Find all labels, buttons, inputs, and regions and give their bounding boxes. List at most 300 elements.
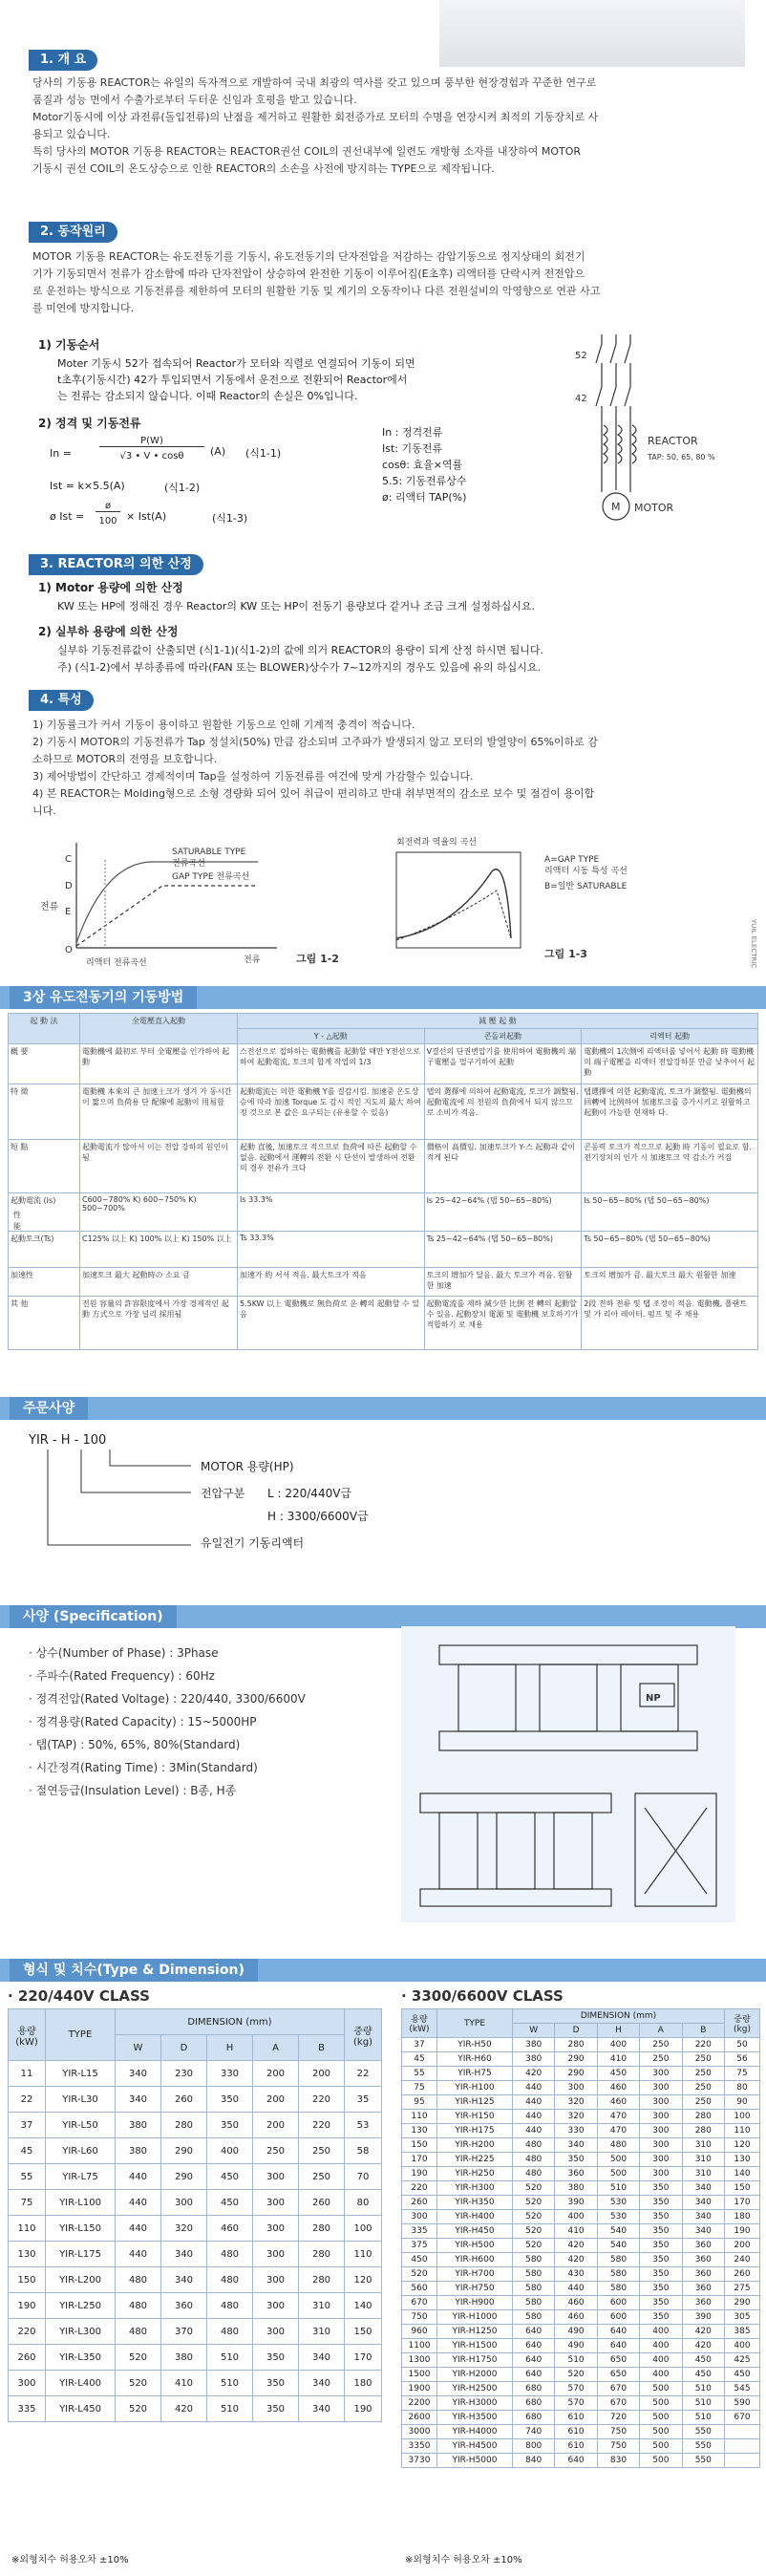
table-cell: 310 (299, 2319, 345, 2345)
table-cell: 550 (682, 2454, 724, 2468)
contactor-52-label: 52 (575, 351, 587, 361)
table-cell: 420 (682, 2325, 724, 2339)
table-cell: 130 (402, 2124, 437, 2138)
y-axis-label: 전류 (40, 902, 59, 912)
col-a: A (253, 2035, 299, 2061)
table-cell: 460 (597, 2095, 639, 2110)
table-cell: 300 (253, 2267, 299, 2293)
col-direct: 全電壓直入起動 (80, 1014, 238, 1044)
spec-item: · 탭(TAP) : 50%, 65%, 80%(Standard) (29, 1738, 241, 1751)
table-cell: 3000 (402, 2425, 437, 2439)
table-cell: 650 (597, 2368, 639, 2382)
table-cell: 300 (253, 2242, 299, 2267)
table-cell: 500 (597, 2153, 639, 2167)
tap-label: TAP: 50, 65, 80 % (648, 453, 715, 462)
table-cell: 95 (402, 2095, 437, 2110)
table-cell: 510 (207, 2371, 253, 2396)
table-cell: YIR-H200 (437, 2138, 513, 2153)
table-cell (725, 2439, 760, 2454)
table-cell: 480 (207, 2242, 253, 2267)
table-cell: 610 (555, 2425, 597, 2439)
table-cell: 400 (555, 2210, 597, 2224)
table-cell: 520 (116, 2345, 161, 2371)
table-row (402, 2368, 760, 2382)
table-cell: 350 (640, 2282, 682, 2296)
table-cell: 150 (725, 2181, 760, 2196)
table-cell: 190 (402, 2167, 437, 2181)
table-row (9, 2190, 382, 2216)
table-row (402, 2224, 760, 2239)
table-cell: 500 (597, 2167, 639, 2181)
table-cell: 600 (597, 2296, 639, 2310)
table-cell: 420 (555, 2239, 597, 2253)
table-cell: YIR-L250 (46, 2293, 116, 2319)
table-cell: 545 (725, 2382, 760, 2396)
legend-saturable-2: 전류곡선 (172, 859, 205, 869)
table-cell: 450 (597, 2067, 639, 2081)
table-cell: 480 (116, 2267, 161, 2293)
overview-line: Motor기동시에 이상 과전류(돌입전류)의 난점을 제거하고 원활한 회전증가로 모터의 수명을 연장시켜 최적의 기동장치로 사 (32, 111, 599, 123)
table-cell: 390 (555, 2196, 597, 2210)
col-dimension: DIMENSION (mm) (513, 2009, 725, 2024)
table-cell: 250 (682, 2081, 724, 2095)
start-sequence-text (57, 355, 554, 404)
table-row (9, 2061, 382, 2087)
table-cell: YIR-H600 (437, 2253, 513, 2267)
table-row (402, 2425, 760, 2439)
table-cell: 360 (555, 2167, 597, 2181)
table-cell: 350 (207, 2087, 253, 2113)
table-cell: 220 (682, 2038, 724, 2052)
table-cell: 520 (555, 2368, 597, 2382)
formula-3-lhs: ø Ist = (50, 510, 85, 523)
table-cell: 100 (725, 2110, 760, 2124)
class-3300-title: · 3300/6600V CLASS (401, 1987, 564, 2005)
table-cell: 500 (640, 2396, 682, 2411)
rating-current-title: 2) 정격 및 기동전류 (38, 417, 141, 430)
table-cell: 260 (725, 2267, 760, 2282)
table-cell: 전원 容量의 許容限度에서 가장 경제적인 起動 方式으로 가장 널리 採用됨 (80, 1297, 238, 1350)
table-cell: 510 (555, 2353, 597, 2368)
table-cell: 280 (299, 2267, 345, 2293)
table-cell: 170 (402, 2153, 437, 2167)
table-cell: 37 (9, 2113, 46, 2138)
x-axis-label-2: 전류 (244, 955, 261, 965)
table-cell: Ts 25~42~64% (탭 50~65~80%) (424, 1232, 582, 1268)
table-row (402, 2095, 760, 2110)
col-b: B (682, 2024, 724, 2038)
table-cell: Is 33.3% (238, 1193, 425, 1232)
table-cell: YIR-H500 (437, 2239, 513, 2253)
table-cell: YIR-L50 (46, 2113, 116, 2138)
table-cell: 2600 (402, 2411, 437, 2425)
sequence-line: t초후(기동시간) 42가 투입되면서 기동에서 운전으로 전환되어 Reactor에서 (57, 374, 408, 386)
table-cell: YIR-L60 (46, 2138, 116, 2164)
table-cell: 400 (725, 2339, 760, 2353)
table-cell: Is 50~65~80% (탭 50~65~80%) (582, 1193, 758, 1232)
table-cell: 410 (597, 2052, 639, 2067)
table-cell: 480 (116, 2319, 161, 2345)
table-cell: 305 (725, 2310, 760, 2325)
table-cell: Ts 50~65~80% (탭 50~65~80%) (582, 1232, 758, 1268)
table-cell: 440 (513, 2095, 555, 2110)
table-row (402, 2124, 760, 2138)
col-reduced-group: 減 壓 起 動 (238, 1014, 758, 1029)
table-row (9, 2371, 382, 2396)
table-cell: 350 (640, 2224, 682, 2239)
table-cell: 3350 (402, 2439, 437, 2454)
table-cell: 53 (345, 2113, 382, 2138)
table-cell: 340 (299, 2396, 345, 2422)
table-cell: 400 (640, 2353, 682, 2368)
table-cell: YIR-H1250 (437, 2325, 513, 2339)
table-cell: 420 (682, 2339, 724, 2353)
table-cell: 220 (9, 2319, 46, 2345)
table-cell: 750 (402, 2310, 437, 2325)
table-cell: 22 (345, 2061, 382, 2087)
table-cell: 375 (402, 2239, 437, 2253)
table-cell: 電動機의 1次側에 리액터를 넣어서 起動 時 電動機의 端子電壓을 리액터 전압강하분 만큼 낮추어서 起動 (582, 1044, 758, 1084)
col-capacity: 용량 (kW) (402, 2009, 437, 2038)
legend-line: In : 정격전류 (382, 426, 443, 439)
table-cell: 480 (513, 2153, 555, 2167)
legend-line: 5.5: 기동전류상수 (382, 475, 467, 487)
order-voltage-label: 전압구분 (201, 1487, 245, 1500)
table-cell: YIR-H60 (437, 2052, 513, 2067)
table-cell: 75 (402, 2081, 437, 2095)
table-cell: 콘동력 토크가 적으므로 起動 時 기동이 필요로 함. 전기장치의 인가 시 加速토크 약 감소가 커짐 (582, 1140, 758, 1193)
table-cell: 580 (513, 2296, 555, 2310)
table-cell: 170 (345, 2345, 382, 2371)
table-cell: 520 (116, 2396, 161, 2422)
table-row (402, 2411, 760, 2425)
table-cell: 290 (555, 2052, 597, 2067)
table-cell: 56 (725, 2052, 760, 2067)
table-cell: 510 (682, 2382, 724, 2396)
table-cell: 330 (555, 2124, 597, 2138)
table-cell: 480 (207, 2319, 253, 2345)
table-cell: YIR-H3000 (437, 2396, 513, 2411)
table-cell: 310 (682, 2153, 724, 2167)
table-cell: 460 (207, 2216, 253, 2242)
table-cell: 335 (9, 2396, 46, 2422)
table-cell: 起動 直後, 加速토크 적으므로 負荷에 따른 起動할 수 없음. 起動에서 運轉의 전환 시 단선이 발생하여 전환의 경우 전류가 크다 (238, 1140, 425, 1193)
row-header: 短 點 (9, 1140, 80, 1193)
sequence-line: Moter 기동시 52가 접속되어 Reactor가 모터와 직렬로 연결되어 기동이 되면 (57, 357, 415, 370)
table-cell: 600 (597, 2310, 639, 2325)
table-cell: 110 (402, 2110, 437, 2124)
table-row (402, 2382, 760, 2396)
order-spec-title: 주문사양 (10, 1397, 88, 1420)
table-cell: 290 (555, 2067, 597, 2081)
table-cell: YIR-H175 (437, 2124, 513, 2138)
table-row (402, 2081, 760, 2095)
table-cell: YIR-L400 (46, 2371, 116, 2396)
table-cell: 590 (725, 2396, 760, 2411)
col-star-delta: Y - △起動 (238, 1029, 425, 1044)
table-cell: 1100 (402, 2339, 437, 2353)
dimension-title: 형식 및 치수(Type & Dimension) (10, 1959, 258, 1982)
table-cell: YIR-H2000 (437, 2368, 513, 2382)
row-header: 特 徵 (9, 1084, 80, 1140)
table-cell: 130 (9, 2242, 46, 2267)
table-row (9, 2242, 382, 2267)
reactor-product-photo (439, 0, 745, 67)
table-cell: 540 (597, 2239, 639, 2253)
table-cell: 510 (597, 2181, 639, 2196)
table-cell: 480 (513, 2138, 555, 2153)
table-cell: 460 (597, 2081, 639, 2095)
table-cell: 360 (682, 2282, 724, 2296)
table-cell: 250 (682, 2095, 724, 2110)
table-cell: 290 (725, 2296, 760, 2310)
table-cell: 310 (682, 2167, 724, 2181)
table-cell: 300 (161, 2190, 207, 2216)
formula-2-ref: (식1-2) (164, 482, 201, 494)
table-cell: 480 (207, 2293, 253, 2319)
table-row (402, 2353, 760, 2368)
specification-title: 사양 (Specification) (10, 1605, 177, 1628)
table-cell: 570 (555, 2396, 597, 2411)
table-cell: 520 (513, 2196, 555, 2210)
table-cell: 510 (682, 2411, 724, 2425)
table-cell: 640 (513, 2368, 555, 2382)
nameplate-label: NP (646, 1693, 661, 1704)
circuit-diagram (573, 330, 735, 530)
table-cell: 190 (9, 2293, 46, 2319)
formula-legend (382, 424, 466, 505)
formulas (50, 432, 355, 537)
table-cell: 670 (597, 2382, 639, 2396)
table-cell: 300 (253, 2319, 299, 2345)
load-line: 주) (식1-2)에서 부하종류에 따라(FAN 또는 BLOWER)상수가 7~12까지의 경우도 있음에 유의 하십시요. (57, 661, 541, 674)
table-cell: 250 (299, 2138, 345, 2164)
table-cell: 240 (725, 2253, 760, 2267)
table-cell: 140 (725, 2167, 760, 2181)
table-cell: 120 (345, 2267, 382, 2293)
table-cell: 500 (640, 2411, 682, 2425)
table-row (402, 2325, 760, 2339)
point-d-label: D (65, 881, 73, 891)
table-cell: 300 (253, 2190, 299, 2216)
table-cell: 320 (161, 2216, 207, 2242)
figure-1-3 (377, 833, 759, 977)
formula-2: Ist = k×5.5(A) (50, 480, 125, 492)
table-cell: 350 (640, 2210, 682, 2224)
table-cell: 580 (597, 2267, 639, 2282)
table-cell: 탭選擇에 의한 起動電流, 토크가 調整됨. 電動機의 回轉에 比例하여 加速토크를 증가시키고 원활하고 起動이 가능한 현재하 다. (582, 1084, 758, 1140)
table-cell: 640 (597, 2325, 639, 2339)
table-cell: 150 (9, 2267, 46, 2293)
table-cell: 450 (682, 2353, 724, 2368)
order-voltage-h: H : 3300/6600V급 (267, 1510, 369, 1523)
table-cell: 토크의 增加가 달음. 最大 토크가 적음. 원활한 加速 (424, 1268, 582, 1297)
features-text (32, 717, 730, 820)
figure-1-3-caption: 그림 1-3 (544, 948, 587, 960)
table-cell: 450 (402, 2253, 437, 2267)
table-cell: 350 (640, 2253, 682, 2267)
table-cell: YIR-L350 (46, 2345, 116, 2371)
table-row (402, 2282, 760, 2296)
formula-3-den: 100 (98, 516, 117, 526)
spec-item: · 정격용량(Rated Capacity) : 15~5000HP (29, 1715, 257, 1728)
formula-1-unit: (A) (210, 445, 226, 458)
table-cell: 1900 (402, 2382, 437, 2396)
specification-list (29, 1642, 306, 1802)
table-cell: 1500 (402, 2368, 437, 2382)
table-cell: 340 (682, 2224, 724, 2239)
col-method: 起 動 法 (9, 1014, 80, 1044)
table-cell: 640 (513, 2325, 555, 2339)
table-cell: 560 (402, 2282, 437, 2296)
table-cell: YIR-H5000 (437, 2454, 513, 2468)
col-type: TYPE (437, 2009, 513, 2038)
starting-method-title: 3상 유도전동기의 기동방법 (10, 986, 197, 1009)
figure-1-2-caption: 그림 1-2 (296, 953, 339, 965)
performance-side-label: 性 能 (13, 1211, 21, 1231)
table-cell: 490 (555, 2339, 597, 2353)
table-cell: 80 (345, 2190, 382, 2216)
table-cell: YIR-L200 (46, 2267, 116, 2293)
table-cell: 470 (597, 2110, 639, 2124)
overview-line: 당사의 기동용 REACTOR는 유일의 독자적으로 개발하여 국내 최광의 역사를 갖고 있으며 풍부한 현장경험과 꾸준한 연구로 (32, 76, 597, 89)
table-cell: 250 (299, 2164, 345, 2190)
table-cell: 340 (116, 2061, 161, 2087)
table-cell: 440 (116, 2190, 161, 2216)
starting-method-band (0, 986, 766, 1009)
motor-capacity-text: KW 또는 HP에 정해진 경우 Reactor의 KW 또는 HP이 전동기 용량보다 같거나 조금 크게 설정하십시요. (57, 600, 535, 612)
legend-gap: GAP TYPE 전류곡선 (172, 872, 250, 882)
table-row (402, 2038, 760, 2052)
table-cell: 440 (116, 2242, 161, 2267)
table-cell: 610 (555, 2411, 597, 2425)
table-cell: 280 (682, 2110, 724, 2124)
table-cell: C125% 以上 K) 100% 以上 K) 150% 以上 (80, 1232, 238, 1268)
table-cell: 420 (555, 2253, 597, 2267)
table-cell: 640 (597, 2339, 639, 2353)
table-cell: 400 (640, 2339, 682, 2353)
legend-a-2: 리액터 시동 특성 곡선 (544, 867, 628, 876)
table-cell: 200 (253, 2061, 299, 2087)
formula-3-rhs: × Ist(A) (126, 510, 167, 523)
legend-line: cosθ: 효율×역률 (382, 459, 463, 471)
table-cell: 750 (597, 2425, 639, 2439)
table-row (402, 2110, 760, 2124)
overview-text (32, 75, 730, 178)
table-cell: 425 (725, 2353, 760, 2368)
table-cell: 290 (161, 2138, 207, 2164)
table-cell: 280 (161, 2113, 207, 2138)
table-cell: 220 (402, 2181, 437, 2196)
table-cell: 220 (299, 2087, 345, 2113)
table-row (402, 2210, 760, 2224)
table-cell: YIR-H400 (437, 2210, 513, 2224)
table-cell: YIR-H1500 (437, 2339, 513, 2353)
table-cell: 260 (161, 2087, 207, 2113)
table-cell: YIR-H4000 (437, 2425, 513, 2439)
formula-3-num: ø (96, 501, 120, 512)
table-cell: 300 (253, 2164, 299, 2190)
table-cell: 300 (640, 2095, 682, 2110)
section-overview-header: 1. 개 요 (29, 50, 97, 71)
table-cell: 670 (597, 2396, 639, 2411)
row-header: 起動電流 (Is) (9, 1193, 80, 1232)
col-a: A (640, 2024, 682, 2038)
table-cell: 300 (640, 2067, 682, 2081)
table-cell: 350 (640, 2267, 682, 2282)
table-cell: 520 (513, 2181, 555, 2196)
table-row (402, 2196, 760, 2210)
sequence-line: 는 전류는 감소되지 않습니다. 이때 Reactor의 손실은 0%입니다. (57, 390, 358, 402)
table-cell: 280 (682, 2124, 724, 2138)
principle-line: MOTOR 기동용 REACTOR는 유도전동기를 기동시, 유도전동기의 단자전압을 저감하는 감압기동으로 정지상태의 회전기 (32, 250, 585, 263)
legend-line: ø: 리액터 TAP(%) (382, 491, 467, 504)
table-cell: 670 (402, 2296, 437, 2310)
table-cell: 3730 (402, 2454, 437, 2468)
table-cell: 350 (640, 2310, 682, 2325)
table-cell: 580 (513, 2267, 555, 2282)
table-cell: 550 (682, 2439, 724, 2454)
table-cell: 340 (161, 2267, 207, 2293)
table-cell: 55 (402, 2067, 437, 2081)
table-cell: 37 (402, 2038, 437, 2052)
col-h: H (597, 2024, 639, 2038)
formula-1-ref: (식1-1) (245, 447, 282, 460)
table-cell: 5.5KW 以上 電動機로 無負荷로 운 轉의 起動할 수 있음 (238, 1297, 425, 1350)
reactor-drawing (401, 1626, 735, 1922)
table-cell: 200 (725, 2239, 760, 2253)
dimension-table-220 (8, 2008, 382, 2422)
table-cell: YIR-H225 (437, 2153, 513, 2167)
table-cell: 電動機에 最初로 부터 全電壓을 인가하여 起動 (80, 1044, 238, 1084)
table-row (9, 2319, 382, 2345)
table-cell: 380 (513, 2052, 555, 2067)
row-header: 加速性 (9, 1268, 80, 1297)
dimension-band (0, 1959, 766, 1982)
table-cell: 380 (116, 2113, 161, 2138)
start-sequence-title: 1) 기동순서 (38, 338, 100, 352)
table-cell: 320 (555, 2095, 597, 2110)
table-cell: 960 (402, 2325, 437, 2339)
table-cell (725, 2454, 760, 2468)
table-cell: YIR-L150 (46, 2216, 116, 2242)
formula-3-ref: (식1-3) (212, 512, 248, 525)
actual-load-title: 2) 실부하 용량에 의한 산정 (38, 625, 179, 638)
table-cell: 400 (640, 2325, 682, 2339)
table-cell: 420 (513, 2067, 555, 2081)
row-header: 起動토크(Ts) (9, 1232, 80, 1268)
model-code: YIR - H - 100 (29, 1433, 107, 1448)
point-c-label: C (65, 854, 72, 865)
figure-1-2 (38, 833, 363, 977)
table-cell: 530 (597, 2210, 639, 2224)
table-row (402, 2454, 760, 2468)
table-cell: 45 (402, 2052, 437, 2067)
tolerance-note-right: ※외형치수 허용오차 ±10% (405, 2555, 522, 2565)
table-cell: 490 (555, 2325, 597, 2339)
table-cell: YIR-H2500 (437, 2382, 513, 2396)
table-cell: 680 (513, 2396, 555, 2411)
table-cell: 410 (161, 2371, 207, 2396)
figure-1-3-title: 회전력과 역율의 곡선 (396, 838, 477, 848)
table-cell: 550 (682, 2425, 724, 2439)
overview-line: 특히 당사의 MOTOR 기동용 REACTOR는 REACTOR권선 COIL의 권선내부에 일련도 개방형 소자를 내장하여 MOTOR (32, 145, 582, 158)
table-cell: 110 (725, 2124, 760, 2138)
motor-capacity-title: 1) Motor 용량에 의한 산정 (38, 581, 183, 594)
table-cell: 45 (9, 2138, 46, 2164)
table-cell: 50 (725, 2038, 760, 2052)
row-header: 概 要 (9, 1044, 80, 1084)
